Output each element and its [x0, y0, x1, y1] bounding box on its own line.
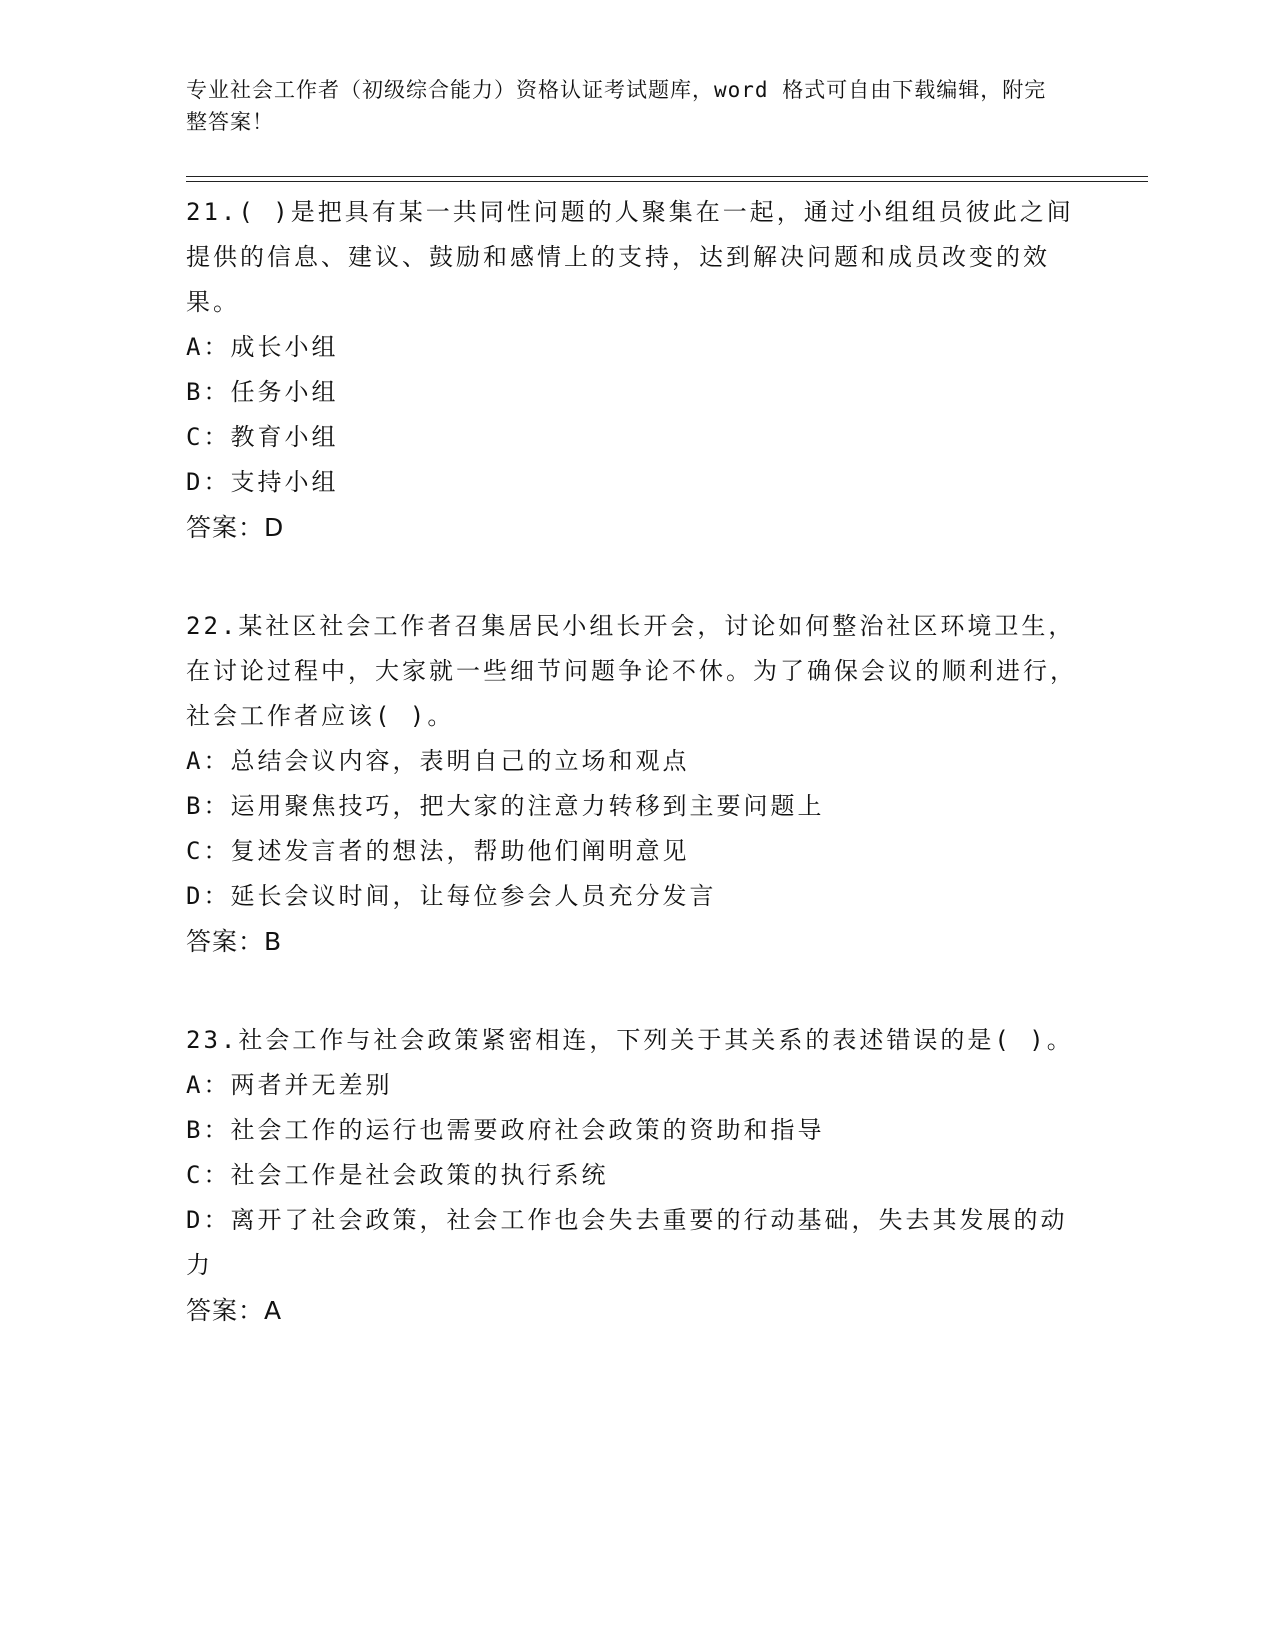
question-21: [186, 190, 1086, 550]
document-header: 专业社会工作者（初级综合能力）资格认证考试题库，word 格式可自由下载编辑，附完整答案！: [186, 78, 1047, 134]
question-22: [186, 604, 1086, 964]
option-a: A：总结会议内容，表明自己的立场和观点: [186, 747, 690, 775]
option-c: C：教育小组: [186, 423, 339, 451]
option-a: A：两者并无差别: [186, 1071, 393, 1099]
header-divider-bottom: [186, 181, 1148, 182]
option-d: D：离开了社会政策，社会工作也会失去重要的行动基础，失去其发展的动力: [186, 1206, 1068, 1279]
question-text: 22.某社区社会工作者召集居民小组长开会，讨论如何整治社区环境卫生，在讨论过程中，大家就一些细节问题争论不休。为了确保会议的顺利进行，社会工作者应该( )。: [186, 612, 1077, 730]
question-23: [186, 1018, 1086, 1333]
option-c: C：社会工作是社会政策的执行系统: [186, 1161, 609, 1189]
answer-line: 答案：D: [186, 513, 285, 542]
question-text: 23.社会工作与社会政策紧密相连，下列关于其关系的表述错误的是( )。: [186, 1026, 1074, 1054]
question-text: 21.( )是把具有某一共同性问题的人聚集在一起，通过小组组员彼此之间提供的信息、建议、鼓励和感情上的支持，达到解决问题和成员改变的效果。: [186, 198, 1074, 316]
option-d: D：支持小组: [186, 468, 339, 496]
option-b: B：运用聚焦技巧，把大家的注意力转移到主要问题上: [186, 792, 825, 820]
option-b: B：任务小组: [186, 378, 339, 406]
answer-line: 答案：A: [186, 1296, 283, 1325]
answer-line: 答案：B: [186, 927, 283, 956]
header-divider-top: [186, 176, 1148, 177]
option-d: D：延长会议时间，让每位参会人员充分发言: [186, 882, 717, 910]
question-list: [186, 190, 1086, 1387]
option-a: A：成长小组: [186, 333, 339, 361]
option-b: B：社会工作的运行也需要政府社会政策的资助和指导: [186, 1116, 825, 1144]
option-c: C：复述发言者的想法，帮助他们阐明意见: [186, 837, 690, 865]
